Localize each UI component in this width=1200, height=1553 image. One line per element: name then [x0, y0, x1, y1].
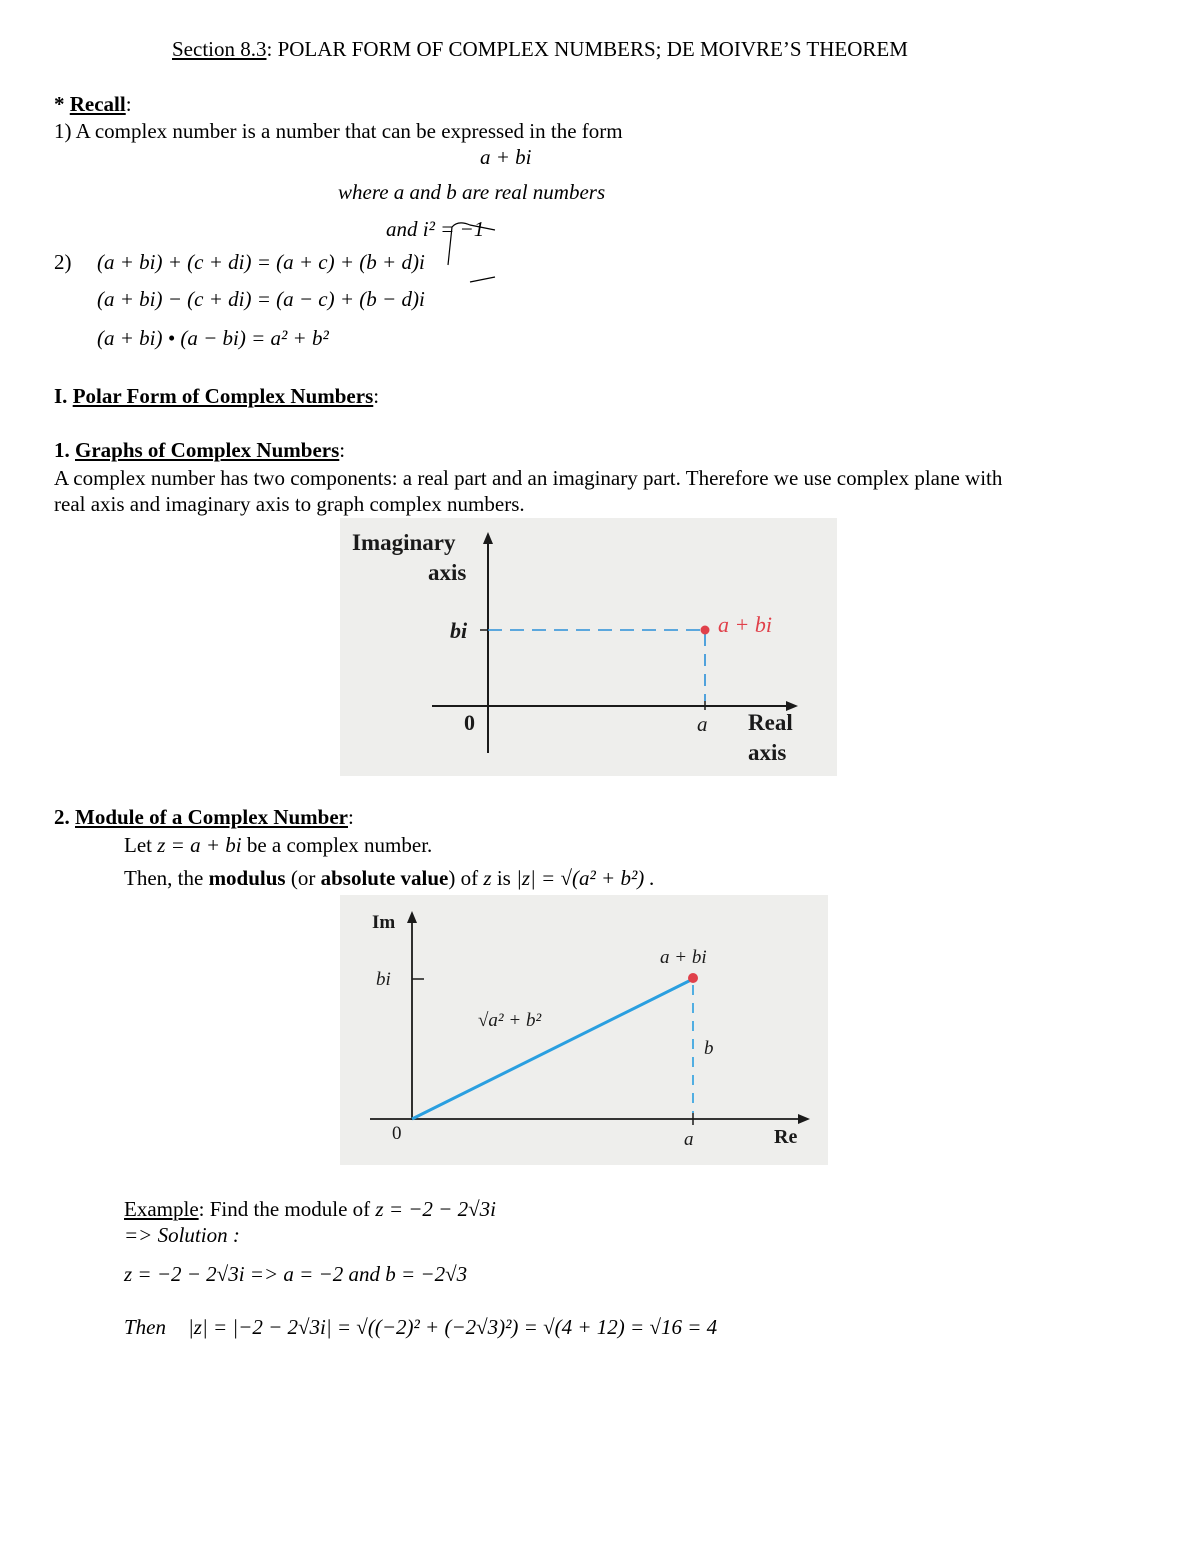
graphs-title: Graphs of Complex Numbers	[75, 438, 340, 462]
bi-label: bi	[376, 969, 391, 990]
let-prefix: Let	[124, 833, 158, 857]
let-statement	[124, 833, 432, 858]
where-clause: where a and b are real numbers	[338, 180, 606, 204]
point-a-plus-bi	[701, 626, 710, 635]
graphs-number: 1.	[54, 438, 75, 462]
module-title: Module of a Complex Number	[75, 805, 348, 829]
recall-colon: :	[125, 92, 132, 116]
example-text: : Find the module of	[198, 1197, 376, 1221]
figure-2-background	[340, 895, 828, 1165]
is-text: is	[491, 866, 517, 890]
point-label: a + bi	[660, 947, 707, 968]
recall-heading	[54, 92, 132, 117]
graphs-text-line-2: real axis and imaginary axis to graph complex numbers.	[54, 492, 525, 516]
point-a-plus-bi	[688, 973, 698, 983]
example-label: Example	[124, 1197, 199, 1221]
module-number: 2.	[54, 805, 75, 829]
i-squared-clause: and i² = −1	[386, 217, 485, 241]
recall-heading-text: Recall	[69, 92, 126, 116]
section-1-heading	[54, 384, 379, 409]
eq-subtraction: (a + bi) − (c + di) = (a − c) + (b − d)i	[97, 287, 425, 311]
bi-label: bi	[450, 618, 468, 643]
then-word: Then	[124, 1315, 166, 1339]
a-label: a	[684, 1129, 694, 1150]
solution-line-1: z = −2 − 2√3i => a = −2 and b = −2√3	[124, 1262, 468, 1286]
im-label: Im	[372, 912, 396, 933]
b-label: b	[704, 1038, 714, 1059]
title-section-number: Section 8.3	[172, 37, 267, 61]
figure-1-background	[340, 518, 837, 776]
origin-label: 0	[464, 710, 475, 735]
modulus-figure	[340, 895, 828, 1165]
point-label: a + bi	[718, 612, 772, 637]
recall-star: *	[54, 92, 70, 116]
or-text: (or	[285, 866, 321, 890]
imaginary-axis-label-1: Imaginary	[352, 530, 456, 555]
example-statement	[124, 1197, 496, 1222]
let-suffix: be a complex number.	[241, 833, 433, 857]
origin-label: 0	[392, 1123, 402, 1144]
z-variable: z	[483, 866, 492, 890]
complex-form: a + bi	[480, 145, 532, 169]
solution-line-2	[124, 1315, 717, 1340]
complex-plane-figure	[340, 518, 837, 776]
eq-addition: (a + bi) + (c + di) = (a + c) + (b + d)i	[97, 250, 425, 274]
solution-line-2-expression: |z| = |−2 − 2√3i| = √((−2)² + (−2√3)²) = √(4 + 12) = √16 = 4	[188, 1315, 718, 1339]
recall-item-1: 1) A complex number is a number that can be expressed in the form	[54, 119, 623, 143]
page-title	[172, 37, 908, 62]
solution-label: => Solution :	[124, 1223, 240, 1247]
section-1-colon: :	[373, 384, 380, 408]
recall-item-2-number: 2)	[54, 250, 72, 274]
re-label: Re	[774, 1126, 798, 1148]
of-text: ) of	[448, 866, 484, 890]
real-axis-label-1: Real	[748, 710, 793, 735]
graphs-text-line-1: A complex number has two components: a real part and an imaginary part. Therefore we use complex plane with	[54, 466, 1003, 490]
eq-multiplication: (a + bi) • (a − bi) = a² + b²	[97, 326, 329, 350]
module-colon: :	[347, 805, 354, 829]
title-text: : POLAR FORM OF COMPLEX NUMBERS; DE MOIVRE’S THEOREM	[266, 37, 908, 61]
section-1-title: Polar Form of Complex Numbers	[72, 384, 374, 408]
module-heading	[54, 805, 354, 830]
example-z-expression: z = −2 − 2√3i	[375, 1197, 496, 1221]
graphs-heading	[54, 438, 345, 463]
a-label: a	[697, 712, 708, 736]
let-z-expression: z = a + bi	[157, 833, 242, 857]
real-axis-label-2: axis	[748, 740, 787, 765]
then-prefix: Then, the	[124, 866, 209, 890]
imaginary-axis-label-2: axis	[428, 560, 467, 585]
graphs-colon: :	[339, 438, 346, 462]
handwritten-marks	[440, 215, 510, 295]
section-1-numeral: I.	[54, 384, 73, 408]
modulus-term: modulus	[208, 866, 286, 890]
sqrt-label: √a² + b²	[478, 1010, 542, 1031]
modulus-definition	[124, 866, 655, 891]
absolute-value-term: absolute value	[320, 866, 449, 890]
modulus-formula: |z| = √(a² + b²) .	[516, 866, 655, 890]
